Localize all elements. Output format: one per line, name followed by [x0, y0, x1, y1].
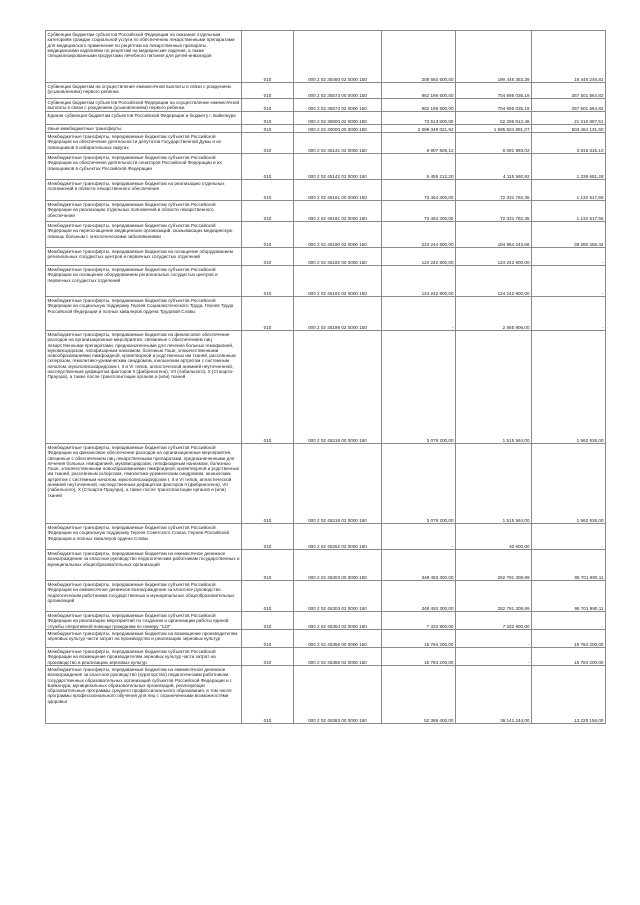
approved-amount: -	[382, 524, 456, 550]
executed-amount: -	[456, 630, 532, 648]
budget-classification-code: 000 2 02 35900 02 0000 150	[294, 112, 382, 125]
remaining-amount: 21 216 987,51	[532, 112, 606, 125]
approved-amount: 73 464 300,00	[382, 201, 456, 222]
row-name: Межбюджетные трансферты, передаваемые бюджетам на финансовое обеспечение расходов на организационные мероприятия, связанные с обеспечением лиц лекарственными препаратами, предназначенными для лечения больных гемофилией, муковисцидозом, гипофизарным нанизмом, болезнью Гоше, злокачественными новообразованиями лимфоидной, кроветворной и родственных им тканей, рассеянным склерозом, гемолитико-уремическим синдромом, юношеским артритом с системным началом, мукополисахаридозом I, II и VI типов, апластической анемией неуточненной, наследственным дефицитом факторов II (фибриногена), VII (лабильного), X (Стюарта-Прауэра), а также после трансплантации органов и (или) тканей	[46, 331, 242, 444]
approved-amount: 7 332 900,00	[382, 612, 456, 630]
table-row	[46, 133, 606, 154]
budget-table	[45, 30, 606, 724]
budget-classification-code: 000 2 02 35573 02 0000 150	[294, 99, 382, 112]
row-name: Межбюджетные трансферты, передаваемые бюджетам субъектов Российской Федерации на ежемесячное денежное вознаграждение за классное руководство педагогическим работникам государственных и муниципальных общеобразовательных организаций	[46, 581, 242, 612]
executed-amount: 1 515 564,00	[456, 444, 532, 524]
admin-code: 010	[242, 31, 294, 83]
budget-classification-code: 000 2 02 45252 02 0000 150	[294, 524, 382, 550]
admin-code: 010	[242, 331, 294, 444]
admin-code: 010	[242, 612, 294, 630]
approved-amount: 73 464 300,00	[382, 180, 456, 201]
executed-amount: 252 791 309,89	[456, 550, 532, 581]
admin-code: 010	[242, 444, 294, 524]
admin-code: 010	[242, 133, 294, 154]
remaining-amount: -	[532, 297, 606, 331]
admin-code: 010	[242, 581, 294, 612]
budget-classification-code: 000 2 02 45216 00 0000 150	[294, 331, 382, 444]
row-name: Субвенции бюджетам субъектов Российской Федерации на осуществление ежемесячной выплаты в связи с рождением (усыновлением) первого ребенка	[47, 100, 241, 111]
table-row	[46, 154, 606, 180]
executed-amount: 124 242 800,00	[456, 248, 532, 266]
budget-classification-code: 000 2 02 45161 02 0000 150	[294, 201, 382, 222]
row-name: Субвенции бюджетам субъектов Российской Федерации на оказание отдельным категориям граждан социальной услуги по обеспечению лекарственными препаратами для медицинского применения по рецептам на лекарственные препараты, медицинскими изделиями по рецептам на медицинские изделия, а также специализированными продуктами лечебного питания для детей-инвалидов	[46, 31, 242, 83]
budget-classification-code: 000 2 02 45358 02 0000 150	[294, 648, 382, 666]
table-row	[46, 297, 606, 331]
approved-amount: 124 242 800,00	[382, 248, 456, 266]
table-row	[46, 201, 606, 222]
remaining-amount: 503 464 131,60	[532, 125, 606, 133]
table-row	[46, 180, 606, 201]
remaining-amount: -	[532, 266, 606, 297]
remaining-amount: 95 701 990,11	[532, 550, 606, 581]
executed-amount: 40 600,00	[456, 524, 532, 550]
executed-amount: 2 955 906,00	[456, 297, 532, 331]
executed-amount: 190 446 353,39	[456, 31, 532, 83]
remaining-amount: 39 280 356,34	[532, 222, 606, 248]
admin-code: 010	[242, 99, 294, 112]
table-row	[46, 125, 606, 133]
remaining-amount: 1 132 517,65	[532, 180, 606, 201]
budget-classification-code: 000 2 02 45142 02 0000 150	[294, 154, 382, 180]
executed-amount: 52 296 912,49	[456, 112, 532, 125]
executed-amount: 1 515 564,00	[456, 331, 532, 444]
executed-amount: 7 332 900,00	[456, 612, 532, 630]
approved-amount: 2 099 349 021,92	[382, 125, 456, 133]
approved-amount: 348 493 300,00	[382, 550, 456, 581]
budget-classification-code: 000 2 02 45161 00 0000 150	[294, 180, 382, 201]
executed-amount: 704 695 035,18	[456, 83, 532, 99]
remaining-amount: -	[532, 524, 606, 550]
table-row	[46, 331, 606, 444]
executed-amount: 1 595 834 891,07	[456, 125, 532, 133]
executed-amount: 4 115 560,92	[456, 154, 532, 180]
admin-code: 010	[242, 125, 294, 133]
budget-classification-code: 000 2 02 45192 00 0000 150	[294, 248, 382, 266]
remaining-amount: 1 132 517,65	[532, 201, 606, 222]
admin-code: 010	[242, 550, 294, 581]
budget-classification-code: 000 2 02 45303 02 0000 150	[294, 581, 382, 612]
budget-classification-code: 000 2 02 45141 02 0000 150	[294, 133, 382, 154]
table-row	[46, 31, 606, 83]
approved-amount: 348 493 300,00	[382, 581, 456, 612]
approved-amount: 15 784 200,00	[382, 648, 456, 666]
executed-amount: 704 695 035,18	[456, 99, 532, 112]
approved-amount: 52 366 400,00	[382, 666, 456, 724]
executed-amount: 72 331 782,35	[456, 180, 532, 201]
executed-amount: -	[456, 648, 532, 666]
table-row	[46, 248, 606, 266]
approved-amount: -	[382, 297, 456, 331]
remaining-amount: 15 784 200,00	[532, 648, 606, 666]
remaining-amount: -	[532, 248, 606, 266]
approved-amount: 5 455 212,20	[382, 154, 456, 180]
row-name: Межбюджетные трансферты, передаваемые бюджетам субъектов Российской Федерации на социальную поддержку Героев Советского Союза, Героев Российской Федерации и полных кавалеров ордена Славы	[46, 524, 242, 550]
approved-amount: 15 784 200,00	[382, 630, 456, 648]
approved-amount: 208 692 600,00	[382, 31, 456, 83]
table-row	[46, 550, 606, 581]
admin-code: 010	[242, 83, 294, 99]
row-name: Межбюджетные трансферты, передаваемые бюджетам субъектов Российской Федерации на реализацию отдельных полномочий в области лекарственного обеспечения	[46, 201, 242, 222]
row-name: Межбюджетные трансферты, передаваемые бюджетам на оснащение оборудованием региональных сосудистых центров и первичных сосудистых отделений	[46, 248, 242, 266]
admin-code: 010	[242, 297, 294, 331]
table-row	[46, 524, 606, 550]
remaining-amount: 257 501 564,82	[532, 83, 606, 99]
table-row	[46, 581, 606, 612]
remaining-amount: 257 501 564,82	[532, 99, 606, 112]
row-name: Межбюджетные трансферты, передаваемые бюджетам субъектов Российской Федерации на реализацию мероприятий по созданию и организации работы единой службы оперативной помощи гражданам по номеру "122"	[46, 612, 242, 630]
executed-amount: 124 242 800,00	[456, 266, 532, 297]
approved-amount: 962 196 600,00	[382, 83, 456, 99]
budget-classification-code: 000 2 02 45303 00 0000 150	[294, 550, 382, 581]
approved-amount: 3 078 200,00	[382, 331, 456, 444]
budget-classification-code: 000 2 02 45354 02 0000 150	[294, 612, 382, 630]
approved-amount: 224 244 600,00	[382, 222, 456, 248]
admin-code: 010	[242, 266, 294, 297]
row-name: Межбюджетные трансферты, передаваемые бюджетам субъектов Российской Федерации на обеспечение деятельности сенаторов Российской Федерации и их помощников в субъектах Российской Федерации	[46, 154, 242, 180]
admin-code: 010	[242, 154, 294, 180]
approved-amount: 962 196 600,00	[382, 99, 456, 112]
row-name: Межбюджетные трансферты, передаваемые бюджетам на ежемесячное денежное вознаграждение за классное руководство (кураторство) педагогическим работникам государственных образовательных организаций субъектов Российской Федерации и г. Байконура, муниципальных образовательных организаций, реализующих образовательные программы среднего профессионального образования, в том числе программы профессионального обучения для лиц с ограниченными возможностями здоровья	[46, 666, 242, 724]
row-name: Межбюджетные трансферты, передаваемые бюджетам субъектов Российской Федерации на переоснащение медицинских организаций, оказывающих медицинскую помощь больным с онкологическими заболеваниями	[46, 222, 242, 248]
row-name: Межбюджетные трансферты, передаваемые бюджетам субъектов Российской Федерации на оснащение оборудованием региональных сосудистых центров и первичных сосудистых отделений	[46, 266, 242, 297]
admin-code: 010	[242, 248, 294, 266]
admin-code: 010	[242, 648, 294, 666]
row-name: Межбюджетные трансферты, передаваемые бюджетам субъектов Российской Федерации на финансовое обеспечение расходов на организационные мероприятия, связанные с обеспечением лиц лекарственными препаратами, предназначенными для лечения больных гемофилией, муковисцидозом, гипофизарным нанизмом, болезнью Гоше, злокачественными новообразованиями лимфоидной, кроветворной и родственных им тканей, рассеянным склерозом, гемолитико-уремическим синдромом, юношеским артритом с системным началом, мукополисахаридозом I, II и VI типов, апластической анемией неуточненной, наследственным дефицитом факторов II (фибриногена), VII (лабильного), X (Стюарта-Прауэра), а также после трансплантации органов и (или) тканей	[46, 444, 242, 524]
row-name: Единая субвенция бюджетам субъектов Российской Федерации и бюджету г. Байконура	[46, 112, 242, 125]
table-row	[46, 222, 606, 248]
approved-amount: 3 078 200,00	[382, 444, 456, 524]
admin-code: 010	[242, 524, 294, 550]
admin-code: 010	[242, 180, 294, 201]
admin-code: 010	[242, 666, 294, 724]
remaining-amount: 1 562 636,00	[532, 444, 606, 524]
table-body	[46, 31, 606, 724]
approved-amount: 9 907 609,12	[382, 133, 456, 154]
remaining-amount: 1 562 636,00	[532, 331, 606, 444]
budget-classification-code: 000 2 02 45198 02 0000 150	[294, 297, 382, 331]
table-row	[46, 612, 606, 630]
executed-amount: 39 141 244,00	[456, 666, 532, 724]
admin-code: 010	[242, 201, 294, 222]
table-row	[46, 112, 606, 125]
budget-classification-code: 000 2 02 45363 00 0000 150	[294, 666, 382, 724]
row-name: Межбюджетные трансферты, передаваемые бюджетам на ежемесячное денежное вознаграждение за классное руководство педагогическим работникам государственных и муниципальных общеобразовательных организаций	[46, 550, 242, 581]
table-row	[46, 630, 606, 648]
admin-code: 010	[242, 630, 294, 648]
remaining-amount: 95 701 990,11	[532, 581, 606, 612]
remaining-amount: 13 225 156,00	[532, 666, 606, 724]
budget-classification-code: 000 2 02 45190 02 0000 150	[294, 222, 382, 248]
executed-amount: 72 331 782,35	[456, 201, 532, 222]
remaining-amount: 15 784 200,00	[532, 630, 606, 648]
row-name: Межбюджетные трансферты, передаваемые бюджетам на возмещение производителям зерновых культур части затрат на производство и реализацию зерновых культур	[46, 630, 242, 648]
admin-code: 010	[242, 112, 294, 125]
table-row	[46, 266, 606, 297]
table-row	[46, 99, 606, 112]
table-row	[46, 666, 606, 724]
executed-amount: 252 791 309,89	[456, 581, 532, 612]
remaining-amount: 3 815 616,10	[532, 133, 606, 154]
budget-classification-code: 000 2 02 45216 02 0000 150	[294, 444, 382, 524]
row-name: Межбюджетные трансферты, передаваемые бюджетам субъектов Российской Федерации на социальную поддержку Героев Социалистического Труда, Героев Труда Российской Федерации и полных кавалеров ордена Трудовой Славы	[46, 297, 242, 331]
row-name: Межбюджетные трансферты, передаваемые бюджетам на реализацию отдельных полномочий в области лекарственного обеспечения	[46, 180, 242, 201]
row-name: Иные межбюджетные трансферты	[46, 125, 242, 133]
budget-classification-code: 000 2 02 40000 00 0000 150	[294, 125, 382, 133]
remaining-amount: -	[532, 612, 606, 630]
row-name: Межбюджетные трансферты, передаваемые бюджетам субъектов Российской Федерации на обеспечение деятельности депутатов Государственной Думы и их помощников в избирательных округах	[46, 133, 242, 154]
row-name: Межбюджетные трансферты, передаваемые бюджетам субъектов Российской Федерации на возмещение производителям зерновых культур части затрат на производство и реализацию зерновых культур	[46, 648, 242, 666]
table-row	[46, 648, 606, 666]
remaining-amount: 1 339 651,28	[532, 154, 606, 180]
budget-classification-code: 000 2 02 45358 00 0000 150	[294, 630, 382, 648]
table-row	[46, 83, 606, 99]
row-name: Субвенции бюджетам на осуществление ежемесячной выплаты в связи с рождением (усыновлением) первого ребенка	[46, 83, 242, 99]
executed-amount: 6 091 993,02	[456, 133, 532, 154]
remaining-amount: 18 446 246,81	[532, 31, 606, 83]
executed-amount: 184 964 243,66	[456, 222, 532, 248]
admin-code: 010	[242, 222, 294, 248]
approved-amount: 73 513 900,00	[382, 112, 456, 125]
table-row	[46, 444, 606, 524]
budget-classification-code: 000 2 02 45192 02 0000 150	[294, 266, 382, 297]
approved-amount: 124 242 800,00	[382, 266, 456, 297]
budget-classification-code: 000 2 02 35460 02 0000 150	[294, 31, 382, 83]
budget-classification-code: 000 2 02 35573 00 0000 150	[294, 83, 382, 99]
